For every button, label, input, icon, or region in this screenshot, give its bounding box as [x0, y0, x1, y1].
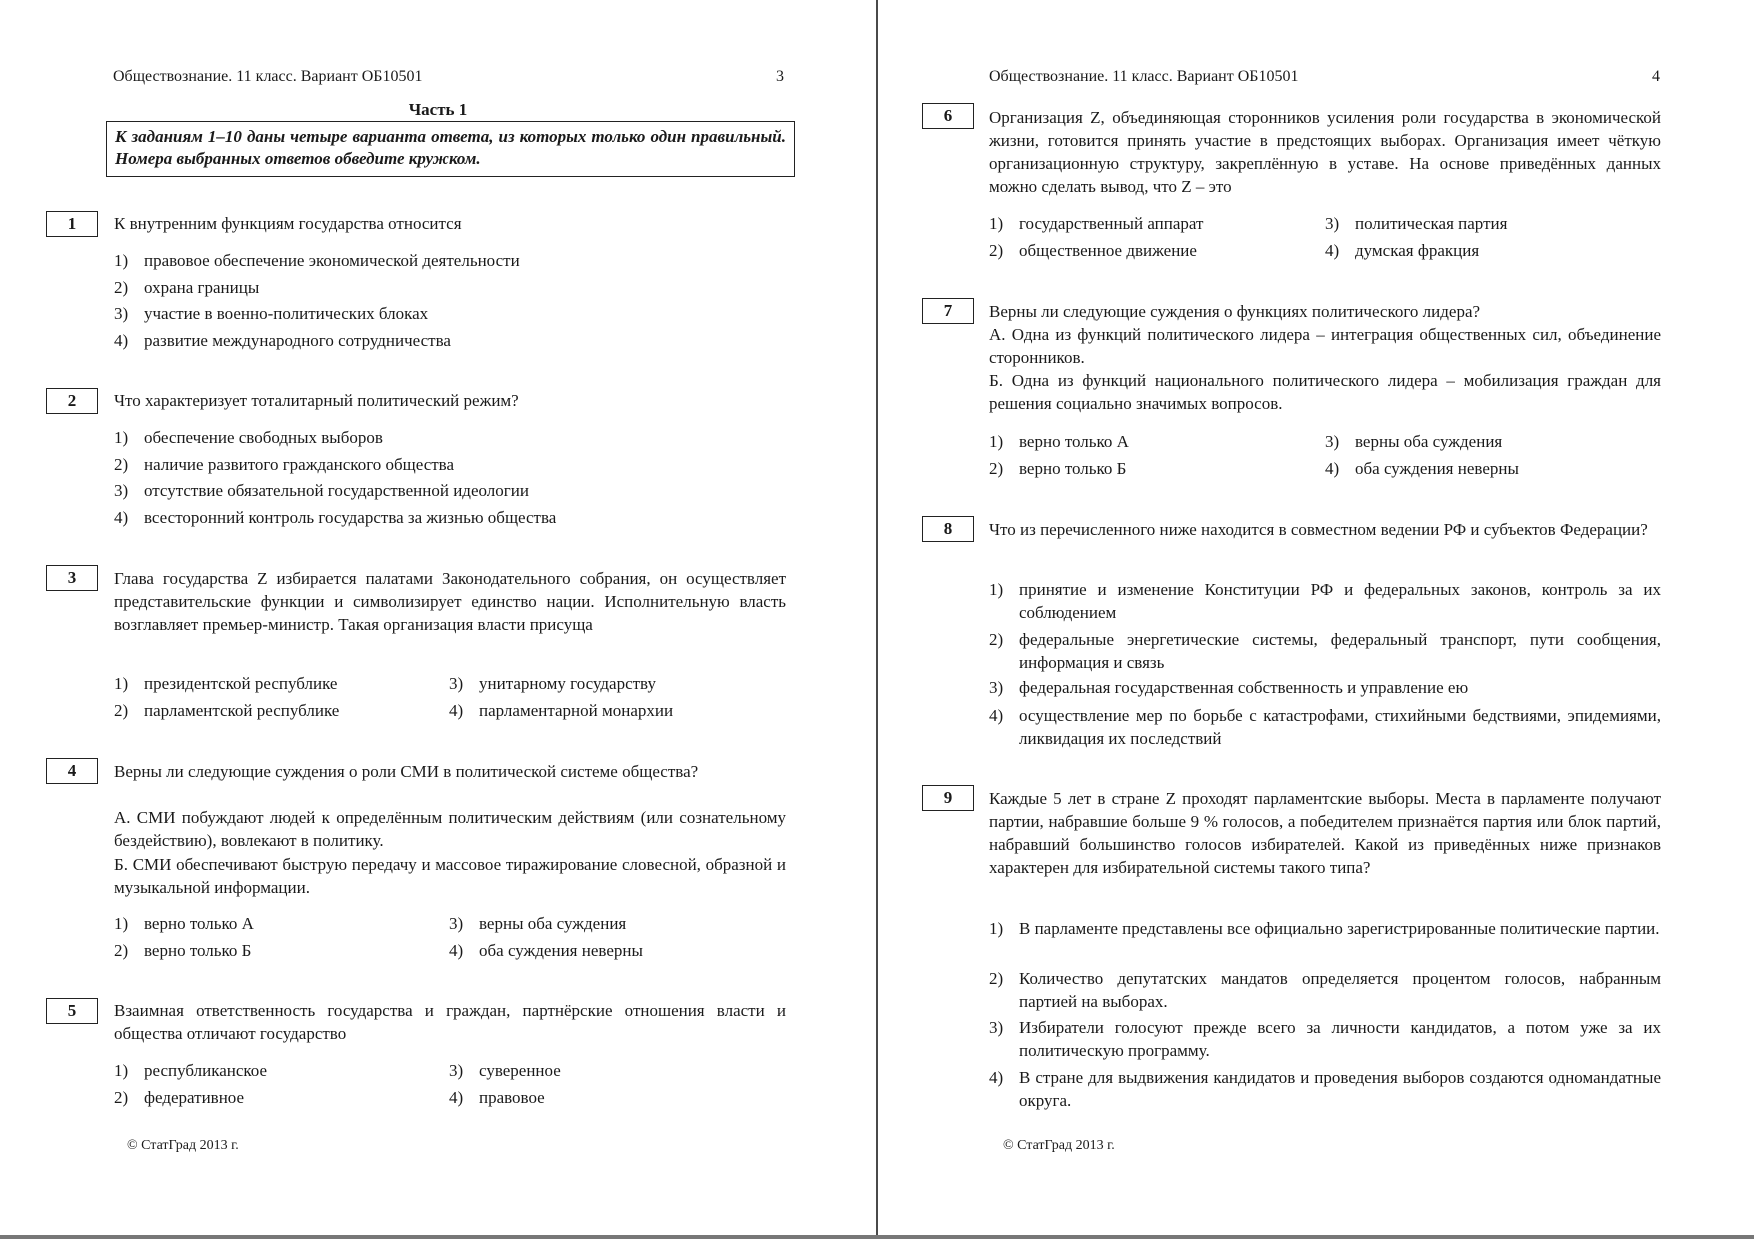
question-number-box: 8 — [922, 516, 974, 542]
answer-option[interactable]: 4) осуществление мер по борьбе с катастрофами, стихийными бедствиями, эпидемиями, ликвидация их последствий — [989, 706, 1661, 748]
question-text: Глава государства Z избирается палатами Законодательного собрания, он осуществляет представительские функции и символизирует единство нации. Исполнительную власть возглавляет премьер-министр. Такая организация власти присуща — [114, 569, 786, 634]
part-title: Часть 1 — [408, 100, 468, 119]
answer-option[interactable]: 1) В парламенте представлены все официально зарегистрированные политические партии. — [989, 919, 1660, 938]
answer-option[interactable]: 3) суверенное — [449, 1061, 561, 1080]
question-number-box: 3 — [46, 565, 98, 591]
answer-option[interactable]: 4) В стране для выдвижения кандидатов и проведения выборов создаются одномандатные округа. — [989, 1068, 1661, 1110]
question-text: Что характеризует тоталитарный политический режим? — [114, 391, 519, 410]
question-number-box: 9 — [922, 785, 974, 811]
answer-option[interactable]: 1) президентской республике — [114, 674, 338, 693]
question-text: Верны ли следующие суждения о функциях политического лидера? — [989, 302, 1481, 321]
bottom-border — [0, 1235, 1754, 1239]
statement-b: Б. Одна из функций национального политического лидера – мобилизация граждан для решения социально значимых вопросов. — [989, 371, 1661, 413]
page-number: 4 — [1652, 68, 1660, 85]
answer-option[interactable]: 3) Избиратели голосуют прежде всего за личности кандидатов, а потом уже за их политическую программу. — [989, 1018, 1661, 1060]
statement-b: Б. СМИ обеспечивают быструю передачу и массовое тиражирование словесной, образной и музыкальной информации. — [114, 855, 786, 897]
answer-option[interactable]: 4) думская фракция — [1325, 241, 1480, 260]
answer-option[interactable]: 2) федеративное — [114, 1088, 245, 1107]
answer-option[interactable]: 3) верны оба суждения — [449, 914, 627, 933]
answer-option[interactable]: 1) верно только А — [114, 914, 254, 933]
answer-option[interactable]: 1) обеспечение свободных выборов — [114, 428, 383, 447]
statement-a: А. СМИ побуждают людей к определённым политическим действиям (или сознательному бездействию), вовлекают в политику. — [114, 808, 786, 850]
answer-option[interactable]: 4) всесторонний контроль государства за жизнью общества — [114, 508, 557, 527]
question-number-box: 4 — [46, 758, 98, 784]
question-number-box: 7 — [922, 298, 974, 324]
answer-option[interactable]: 2) наличие развитого гражданского общества — [114, 455, 455, 474]
statement-a: А. Одна из функций политического лидера – интеграция общественных сил, объединение сторонников. — [989, 325, 1661, 367]
answer-option[interactable]: 2) общественное движение — [989, 241, 1197, 260]
question-number-box: 2 — [46, 388, 98, 414]
answer-option[interactable]: 3) политическая партия — [1325, 214, 1508, 233]
answer-option[interactable]: 4) парламентарной монархии — [449, 701, 674, 720]
answer-option[interactable]: 1) государственный аппарат — [989, 214, 1204, 233]
answer-option[interactable]: 2) охрана границы — [114, 278, 260, 297]
page-header: Обществознание. 11 класс. Вариант ОБ10501 — [989, 68, 1299, 85]
page-header: Обществознание. 11 класс. Вариант ОБ10501 — [113, 68, 423, 85]
question-text: Взаимная ответственность государства и граждан, партнёрские отношения власти и общества отличают государство — [114, 1001, 786, 1043]
question-text: Организация Z, объединяющая сторонников усиления роли государства в экономической жизни, готовится принять участие в предстоящих выборах. Организация имеет чёткую организационную структуру, закреплённую в уставе. На основе приведённых данных можно сделать вывод, что Z – это — [989, 108, 1661, 196]
answer-option[interactable]: 3) федеральная государственная собственность и управление ею — [989, 678, 1469, 697]
answer-option[interactable]: 2) верно только Б — [114, 941, 252, 960]
answer-option[interactable]: 1) принятие и изменение Конституции РФ и федеральных законов, контроль за их соблюдением — [989, 580, 1661, 622]
answer-option[interactable]: 1) республиканское — [114, 1061, 268, 1080]
question-number-box: 1 — [46, 211, 98, 237]
answer-option[interactable]: 4) правовое — [449, 1088, 545, 1107]
answer-option[interactable]: 2) верно только Б — [989, 459, 1127, 478]
answer-option[interactable]: 2) федеральные энергетические системы, федеральный транспорт, пути сообщения, информация и связь — [989, 630, 1661, 672]
answer-option[interactable]: 3) участие в военно-политических блоках — [114, 304, 429, 323]
left-page — [0, 0, 876, 1239]
question-text: Каждые 5 лет в стране Z проходят парламентские выборы. Места в парламенте получают партии, набравшие больше 9 % голосов, а победителем признаётся партия или блок партий, набравший большинство голосов избирателей. Какой из приведённых ниже признаков характерен для избирательной системы такого типа? — [989, 789, 1661, 877]
answer-option[interactable]: 1) правовое обеспечение экономической деятельности — [114, 251, 520, 270]
question-number-box: 6 — [922, 103, 974, 129]
question-text: Что из перечисленного ниже находится в совместном ведении РФ и субъектов Федерации? — [989, 520, 1648, 539]
answer-option[interactable]: 1) верно только А — [989, 432, 1129, 451]
answer-option[interactable]: 3) отсутствие обязательной государственной идеологии — [114, 481, 529, 500]
instruction-box: К заданиям 1–10 даны четыре варианта ответа, из которых только один правильный. Номера выбранных ответов обведите кружком. — [106, 121, 795, 177]
page-footer: © СтатГрад 2013 г. — [127, 1138, 239, 1153]
page-number: 3 — [776, 68, 784, 85]
question-number-box: 5 — [46, 998, 98, 1024]
answer-option[interactable]: 3) верны оба суждения — [1325, 432, 1503, 451]
answer-option[interactable]: 3) унитарному государству — [449, 674, 656, 693]
question-text: К внутренним функциям государства относится — [114, 214, 462, 233]
question-text: Верны ли следующие суждения о роли СМИ в политической системе общества? — [114, 762, 699, 781]
answer-option[interactable]: 4) оба суждения неверны — [1325, 459, 1519, 478]
answer-option[interactable]: 2) парламентской республике — [114, 701, 340, 720]
page-footer: © СтатГрад 2013 г. — [1003, 1138, 1115, 1153]
answer-option[interactable]: 4) оба суждения неверны — [449, 941, 643, 960]
answer-option[interactable]: 2) Количество депутатских мандатов определяется процентом голосов, набранным партией на выборах. — [989, 969, 1661, 1011]
right-page — [878, 0, 1754, 1239]
answer-option[interactable]: 4) развитие международного сотрудничества — [114, 331, 451, 350]
